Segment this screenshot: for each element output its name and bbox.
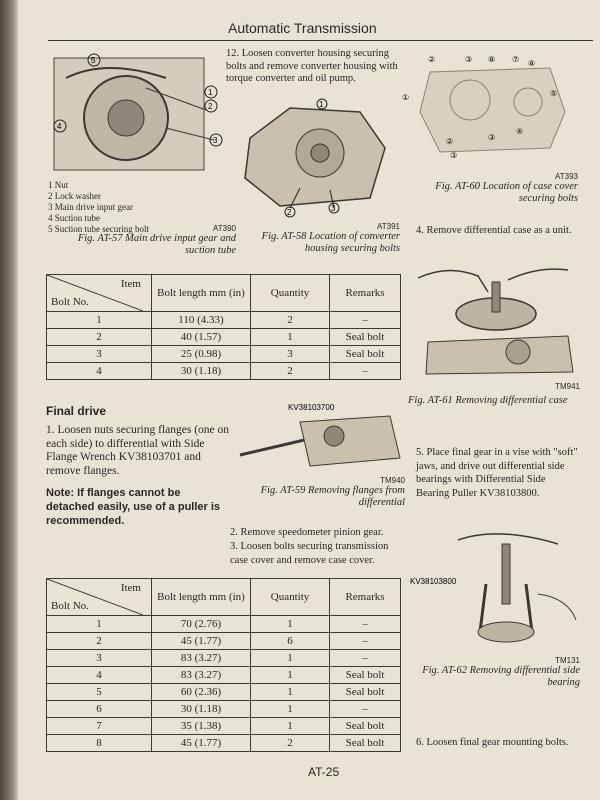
caption-block-at57 bbox=[46, 224, 236, 257]
cell-bolt-no: 2 bbox=[47, 329, 152, 346]
table-row bbox=[47, 363, 401, 380]
cell-bolt-no: 3 bbox=[47, 650, 152, 667]
cell-remarks: – bbox=[330, 633, 401, 650]
figure-code: AT390 bbox=[213, 224, 236, 233]
figure-at62 bbox=[408, 524, 580, 689]
svg-text:③: ③ bbox=[465, 55, 473, 64]
step-5: 5. Place final gear in a vise with "soft" jaws, and drive out differential side bearings with Differential Side Bearing Puller KV38103800. bbox=[416, 447, 578, 499]
illustration-differential-removal bbox=[408, 262, 580, 382]
table-row bbox=[47, 735, 401, 752]
header-item: Item bbox=[120, 278, 141, 290]
table-row bbox=[47, 650, 401, 667]
cell-length: 60 (2.36) bbox=[152, 684, 251, 701]
cell-quantity: 1 bbox=[251, 616, 330, 633]
step-12: 12. Loosen converter housing securing bolts and remove converter housing with torque converter and oil pump. bbox=[226, 48, 398, 84]
cell-length: 110 (4.33) bbox=[152, 312, 251, 329]
page-header: Automatic Transmission bbox=[228, 20, 377, 36]
svg-text:⑤: ⑤ bbox=[550, 89, 558, 98]
cell-quantity: 1 bbox=[251, 684, 330, 701]
legend-item: 4 Suction tube bbox=[48, 213, 100, 223]
svg-text:⑧: ⑧ bbox=[488, 55, 496, 64]
bolt-table-converter-housing bbox=[46, 274, 401, 380]
header-quantity: Quantity bbox=[251, 579, 330, 616]
cell-bolt-no: 7 bbox=[47, 718, 152, 735]
cell-remarks: Seal bolt bbox=[330, 346, 401, 363]
svg-text:③: ③ bbox=[488, 133, 496, 142]
step-4: 4. Remove differential case as a unit. bbox=[416, 225, 572, 236]
table-row bbox=[47, 329, 401, 346]
figure-caption: Fig. AT-57 Main drive input gear and suction tube bbox=[77, 233, 236, 256]
header-length: Bolt length mm (in) bbox=[152, 579, 251, 616]
figure-caption: Fig. AT-58 Location of converter housing securing bolts bbox=[261, 231, 400, 254]
cell-length: 35 (1.38) bbox=[152, 718, 251, 735]
cell-bolt-no: 4 bbox=[47, 667, 152, 684]
figure-at59 bbox=[230, 400, 405, 509]
bolt-table-case-cover bbox=[46, 578, 401, 752]
cell-quantity: 6 bbox=[251, 633, 330, 650]
illustration-main-drive-input-gear bbox=[46, 48, 236, 176]
manual-page bbox=[18, 0, 600, 800]
header-length: Bolt length mm (in) bbox=[152, 275, 251, 312]
binding-edge bbox=[0, 0, 18, 800]
cell-remarks: – bbox=[330, 616, 401, 633]
cell-length: 70 (2.76) bbox=[152, 616, 251, 633]
cell-quantity: 3 bbox=[251, 346, 330, 363]
cell-quantity: 1 bbox=[251, 701, 330, 718]
table-row bbox=[47, 616, 401, 633]
svg-text:⑦: ⑦ bbox=[512, 55, 520, 64]
cell-remarks: Seal bolt bbox=[330, 667, 401, 684]
step-2: 2. Remove speedometer pinion gear. bbox=[230, 527, 384, 538]
cell-quantity: 2 bbox=[251, 312, 330, 329]
cell-remarks: – bbox=[330, 312, 401, 329]
svg-text:④: ④ bbox=[516, 127, 524, 136]
svg-text:①: ① bbox=[402, 93, 410, 102]
header-quantity: Quantity bbox=[251, 275, 330, 312]
cell-length: 30 (1.18) bbox=[152, 363, 251, 380]
header-item-bolt-no bbox=[47, 275, 152, 312]
svg-text:1: 1 bbox=[319, 100, 324, 109]
step-3: 3. Loosen bolts securing transmission case cover and remove case cover. bbox=[230, 541, 389, 566]
cell-quantity: 2 bbox=[251, 363, 330, 380]
note: Note: If flanges cannot be detached easily, use of a puller is recommended. bbox=[46, 487, 221, 527]
page-number: AT-25 bbox=[308, 765, 340, 779]
figure-at58 bbox=[230, 98, 400, 218]
cell-bolt-no: 1 bbox=[47, 616, 152, 633]
svg-text:4: 4 bbox=[57, 122, 62, 131]
svg-text:3: 3 bbox=[331, 204, 336, 213]
cell-quantity: 1 bbox=[251, 329, 330, 346]
figure-caption: Fig. AT-60 Location of case cover securing bolts bbox=[435, 181, 578, 204]
section-heading-final-drive: Final drive bbox=[46, 404, 107, 418]
table-row bbox=[47, 667, 401, 684]
cell-bolt-no: 6 bbox=[47, 701, 152, 718]
figure-caption: Fig. AT-62 Removing differential side bearing bbox=[422, 665, 580, 688]
svg-text:5: 5 bbox=[91, 56, 96, 65]
cell-quantity: 2 bbox=[251, 735, 330, 752]
legend-item: 2 Lock washer bbox=[48, 191, 101, 201]
tool-label: KV38103700 bbox=[288, 403, 335, 412]
tool-label: KV38103800 bbox=[410, 577, 457, 586]
illustration-side-bearing-puller bbox=[408, 524, 580, 656]
header-bolt-no: Bolt No. bbox=[51, 600, 89, 612]
header-remarks: Remarks bbox=[330, 275, 401, 312]
figure-caption: Fig. AT-59 Removing flanges from differential bbox=[260, 485, 405, 508]
cell-remarks: – bbox=[330, 701, 401, 718]
header-item-bolt-no bbox=[47, 579, 152, 616]
cell-remarks: – bbox=[330, 363, 401, 380]
cell-length: 40 (1.57) bbox=[152, 329, 251, 346]
figure-code: TM940 bbox=[380, 476, 405, 485]
cell-remarks: Seal bolt bbox=[330, 684, 401, 701]
figure-code: AT391 bbox=[377, 222, 400, 231]
svg-text:②: ② bbox=[446, 137, 454, 146]
cell-length: 30 (1.18) bbox=[152, 701, 251, 718]
cell-bolt-no: 3 bbox=[47, 346, 152, 363]
legend-item: 1 Nut bbox=[48, 180, 69, 190]
table-header-row bbox=[47, 275, 401, 312]
svg-text:③: ③ bbox=[450, 151, 458, 160]
figure-code: TM941 bbox=[555, 382, 580, 391]
table-row bbox=[47, 701, 401, 718]
cell-remarks: – bbox=[330, 650, 401, 667]
cell-length: 45 (1.77) bbox=[152, 633, 251, 650]
svg-text:2: 2 bbox=[208, 102, 213, 111]
header-remarks: Remarks bbox=[330, 579, 401, 616]
cell-bolt-no: 8 bbox=[47, 735, 152, 752]
cell-length: 25 (0.98) bbox=[152, 346, 251, 363]
figure-at61 bbox=[408, 262, 580, 407]
figure-code: AT393 bbox=[555, 172, 578, 181]
table-row bbox=[47, 633, 401, 650]
cell-bolt-no: 2 bbox=[47, 633, 152, 650]
table-row bbox=[47, 718, 401, 735]
caption-block-at60 bbox=[418, 172, 578, 205]
svg-text:②: ② bbox=[428, 55, 436, 64]
illustration-side-flange-wrench bbox=[230, 400, 405, 476]
figure-at57 bbox=[46, 48, 236, 176]
figure-code: TM131 bbox=[555, 656, 580, 665]
cell-remarks: Seal bolt bbox=[330, 329, 401, 346]
figure-caption: Fig. AT-61 Removing differential case bbox=[408, 395, 568, 406]
table-row bbox=[47, 312, 401, 329]
cell-remarks: Seal bolt bbox=[330, 735, 401, 752]
svg-text:3: 3 bbox=[213, 136, 218, 145]
illustration-converter-housing bbox=[230, 98, 400, 218]
illustration-case-cover bbox=[400, 52, 580, 162]
caption-block-at58 bbox=[230, 222, 400, 255]
step-6: 6. Loosen final gear mounting bolts. bbox=[416, 737, 569, 748]
cell-length: 83 (3.27) bbox=[152, 667, 251, 684]
svg-text:2: 2 bbox=[287, 208, 292, 217]
svg-text:1: 1 bbox=[208, 88, 213, 97]
table-row bbox=[47, 684, 401, 701]
legend-item: 3 Main drive input gear bbox=[48, 202, 133, 212]
header-rule bbox=[48, 40, 593, 41]
cell-bolt-no: 4 bbox=[47, 363, 152, 380]
cell-length: 45 (1.77) bbox=[152, 735, 251, 752]
cell-remarks: Seal bolt bbox=[330, 718, 401, 735]
cell-quantity: 1 bbox=[251, 667, 330, 684]
step-1: 1. Loosen nuts securing flanges (one on each side) to differential with Side Flange Wrench KV38103701 and remove flanges. bbox=[46, 424, 230, 477]
header-bolt-no: Bolt No. bbox=[51, 296, 89, 308]
cell-bolt-no: 1 bbox=[47, 312, 152, 329]
header-item: Item bbox=[120, 582, 141, 594]
cell-quantity: 1 bbox=[251, 650, 330, 667]
cell-quantity: 1 bbox=[251, 718, 330, 735]
cell-length: 83 (3.27) bbox=[152, 650, 251, 667]
figure-at60 bbox=[400, 52, 580, 162]
table-row bbox=[47, 346, 401, 363]
svg-text:⑧: ⑧ bbox=[528, 59, 536, 68]
table-header-row bbox=[47, 579, 401, 616]
cell-bolt-no: 5 bbox=[47, 684, 152, 701]
legend-item: 5 Suction tube securing bolt bbox=[48, 224, 149, 234]
